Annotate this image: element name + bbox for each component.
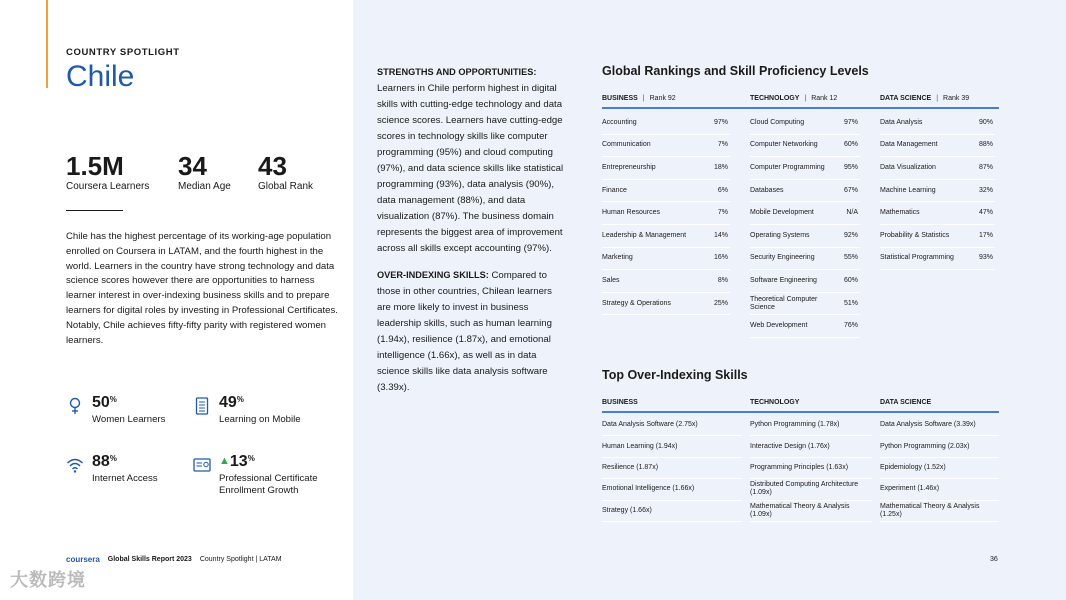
top-skill-row — [880, 436, 999, 457]
top-skill-name: Strategy (1.66x) — [602, 506, 652, 514]
mobile-icon — [193, 397, 211, 415]
top-skill-name: Experiment (1.46x) — [880, 485, 940, 493]
column-rank: Rank 39 — [943, 95, 970, 102]
top-skills-header — [602, 399, 999, 413]
top-skill-name: Emotional Intelligence (1.66x) — [602, 485, 695, 493]
top-skill-name: Data Analysis Software (2.75x) — [602, 421, 698, 429]
ranking-row — [880, 202, 995, 225]
skill-percent: 87% — [978, 163, 993, 171]
section-kicker: COUNTRY SPOTLIGHT — [66, 47, 180, 58]
overindexing-heading: OVER-INDEXING SKILLS: — [377, 270, 489, 280]
stat-label: Coursera Learners — [66, 181, 150, 192]
skill-percent: N/A — [846, 209, 858, 217]
wifi-icon — [66, 456, 84, 474]
narrative-column — [377, 64, 567, 406]
skill-percent: 18% — [713, 163, 728, 171]
divider — [66, 210, 123, 211]
ranking-row — [602, 270, 730, 293]
watermark: 大数跨境 — [10, 570, 86, 590]
top-skill-name: Human Learning (1.94x) — [602, 442, 678, 450]
ranking-row — [880, 225, 995, 248]
skill-percent: 25% — [713, 299, 728, 307]
skill-percent: 17% — [978, 231, 993, 239]
skill-percent: 92% — [843, 231, 858, 239]
accent-bar — [46, 0, 48, 88]
ranking-row — [750, 270, 860, 293]
skill-name: Entrepreneurship — [602, 163, 656, 171]
top-skill-name: Data Analysis Software (3.39x) — [880, 421, 976, 429]
skill-name: Databases — [750, 186, 784, 194]
top-skill-name: Python Programming (2.03x) — [880, 442, 970, 450]
column-header: TECHNOLOGY — [750, 95, 800, 102]
top-skill-row — [602, 501, 742, 522]
skill-name: Accounting — [602, 118, 637, 126]
mini-stat-label: Internet Access — [92, 473, 158, 484]
ranking-row — [750, 248, 860, 271]
overindexing-block — [377, 267, 567, 396]
top-skill-name: Interactive Design (1.76x) — [750, 442, 830, 450]
ranking-row — [602, 180, 730, 203]
column-header: DATA SCIENCE — [880, 95, 932, 102]
skill-percent: 7% — [717, 141, 728, 149]
skill-name: Data Analysis — [880, 118, 923, 126]
skill-name: Mathematics — [880, 209, 920, 217]
top-skill-name: Mathematical Theory & Analysis (1.09x) — [750, 502, 850, 518]
ranking-row — [880, 248, 995, 271]
mini-stat-value: 49 — [219, 394, 237, 411]
skill-name: Statistical Programming — [880, 254, 954, 262]
women-icon — [66, 397, 84, 415]
skill-name: Marketing — [602, 254, 633, 262]
skill-percent: 90% — [978, 118, 993, 126]
skill-name: Data Visualization — [880, 163, 936, 171]
mini-stat-unit: % — [236, 395, 244, 404]
skill-percent: 76% — [843, 322, 858, 330]
skill-name: Machine Learning — [880, 186, 936, 194]
stat-label: Global Rank — [258, 181, 314, 192]
mini-stat-label-line2: Enrollment Growth — [219, 485, 299, 496]
strengths-heading: STRENGTHS AND OPPORTUNITIES: — [377, 67, 537, 77]
column-header: TECHNOLOGY — [750, 399, 800, 406]
skill-name: Communication — [602, 141, 651, 149]
mini-stat-label: Professional Certificate — [219, 473, 318, 484]
top-skill-row — [602, 415, 742, 436]
arrow-up-icon: ▲ — [219, 455, 230, 467]
skill-percent: 16% — [713, 254, 728, 262]
column-rank: Rank 12 — [811, 95, 838, 102]
rankings-header: BUSINESS | Rank 92 TECHNOLOGY | Rank 12 DATA SCIENCE | Rank 39 — [602, 95, 999, 109]
column-header: BUSINESS — [602, 399, 638, 406]
stat-value: 1.5M — [66, 151, 124, 181]
skill-name: Computer Programming — [750, 163, 825, 171]
mini-stat-unit: % — [109, 454, 117, 463]
stat-value: 34 — [178, 151, 207, 181]
ranking-row — [602, 225, 730, 248]
ranking-row — [750, 225, 860, 248]
skill-percent: 60% — [843, 141, 858, 149]
skill-percent: 93% — [978, 254, 993, 262]
top-skill-name: Resilience (1.87x) — [602, 463, 659, 471]
skill-percent: 95% — [843, 163, 858, 171]
skill-percent: 97% — [843, 118, 858, 126]
column-header: BUSINESS — [602, 95, 638, 102]
mini-stat-value: 13 — [229, 453, 248, 470]
stat-learners — [66, 152, 149, 192]
skill-name: Software Engineering — [750, 276, 817, 284]
ranking-row — [750, 202, 860, 225]
intro-paragraph: Chile has the highest percentage of its working-age population enrolled on Coursera in LATAM, and the fourth highest in the world. Learners in the country have strong technology and data science scores however there are opportunities to harness learner interest in over-indexing business skills and to prepare learners for digital roles by investing in Professional Certificates. Notably, Chile achieves fifty-fifty parity with registered women learners. — [66, 231, 338, 346]
top-skill-row — [750, 501, 872, 522]
skill-name: Probability & Statistics — [880, 231, 950, 239]
page-number: 36 — [990, 556, 998, 563]
certificate-icon — [193, 456, 211, 474]
ranking-row — [602, 135, 730, 158]
mini-stat-label: Learning on Mobile — [219, 414, 301, 425]
skill-name: Computer Networking — [750, 141, 818, 149]
top-skill-row — [602, 479, 742, 500]
top-skill-row — [880, 501, 999, 522]
skill-percent: 32% — [978, 186, 993, 194]
ranking-row — [750, 293, 860, 316]
ranking-row — [602, 248, 730, 271]
skill-name: Data Management — [880, 141, 938, 149]
skill-percent: 8% — [717, 276, 728, 284]
top-skill-name: Distributed Computing Architecture (1.09x) — [750, 481, 859, 497]
skill-name: Theoretical Computer Science — [750, 295, 818, 311]
skill-percent: 97% — [713, 118, 728, 126]
mini-stat-unit: % — [109, 395, 117, 404]
strengths-block — [377, 64, 567, 257]
skill-name: Cloud Computing — [750, 118, 805, 126]
ranking-row — [750, 135, 860, 158]
ranking-row — [602, 293, 730, 316]
mini-stat-value: 88 — [92, 453, 110, 470]
ranking-row — [602, 112, 730, 135]
skill-name: Web Development — [750, 322, 808, 330]
ranking-row — [880, 135, 995, 158]
skill-name: Operating Systems — [750, 231, 810, 239]
rankings-title: Global Rankings and Skill Proficiency Levels — [602, 64, 869, 78]
top-skill-row — [750, 436, 872, 457]
ranking-row — [880, 112, 995, 135]
mini-stat-unit: % — [247, 454, 255, 463]
mini-stat-value: 50 — [92, 394, 110, 411]
ranking-row — [880, 180, 995, 203]
skill-percent: 6% — [717, 186, 728, 194]
skill-name: Human Resources — [602, 209, 660, 217]
column-header: DATA SCIENCE — [880, 399, 932, 406]
skill-name: Finance — [602, 186, 627, 194]
ranking-row — [750, 180, 860, 203]
skill-percent: 7% — [717, 209, 728, 217]
skill-percent: 67% — [843, 186, 858, 194]
top-skill-name: Mathematical Theory & Analysis (1.25x) — [880, 502, 980, 518]
country-title: Chile — [66, 60, 135, 93]
top-skill-row — [750, 479, 872, 500]
overindexing-body: Compared to those in other countries, Chilean learners are more likely to invest in business leadership skills, such as human learning (1.94x), resilience (1.87x), and emotional intelligence (1.66x), as well as in data science skills like data analysis software (3.39x). — [377, 270, 552, 393]
top-skill-row — [750, 458, 872, 479]
top-skill-row — [602, 458, 742, 479]
top-skill-name: Epidemiology (1.52x) — [880, 463, 946, 471]
stat-global-rank — [258, 152, 313, 192]
stat-median-age — [178, 152, 231, 192]
strengths-body: Learners in Chile perform highest in digital skills with cutting-edge technology and data science scores. Learners have cutting-edge scores in technology skills like computer programming (95%) and cloud computing (97%), and data science skills like statistical programming (93%), data analysis (90%), data management (88%), and data visualization (87%). The business domain represents the biggest area of improvement across all skills except accounting (97%). — [377, 83, 564, 254]
skill-name: Leadership & Management — [602, 231, 687, 239]
stat-value: 43 — [258, 151, 287, 181]
skill-name: Mobile Development — [750, 209, 814, 217]
skill-percent: 88% — [978, 141, 993, 149]
ranking-row — [750, 315, 860, 338]
top-skill-row — [880, 479, 999, 500]
coursera-logo: coursera — [66, 555, 100, 564]
report-title: Global Skills Report 2023 — [107, 556, 192, 563]
skill-percent: 47% — [978, 209, 993, 217]
ranking-row — [602, 202, 730, 225]
ranking-row — [880, 157, 995, 180]
footer-section: Country Spotlight | LATAM — [199, 556, 282, 563]
ranking-row — [602, 157, 730, 180]
top-skills-title: Top Over-Indexing Skills — [602, 368, 748, 382]
skill-percent: 55% — [843, 254, 858, 262]
footer — [66, 555, 282, 564]
top-skill-name: Python Programming (1.78x) — [750, 421, 840, 429]
skill-percent: 51% — [843, 299, 858, 307]
skill-name: Strategy & Operations — [602, 299, 671, 307]
skill-name: Sales — [602, 276, 620, 284]
top-skill-name: Programming Principles (1.63x) — [750, 463, 849, 471]
top-skill-row — [750, 415, 872, 436]
top-skill-row — [880, 458, 999, 479]
top-skill-row — [602, 436, 742, 457]
skill-name: Security Engineering — [750, 254, 815, 262]
column-rank: Rank 92 — [649, 95, 676, 102]
ranking-row — [750, 157, 860, 180]
skill-percent: 14% — [713, 231, 728, 239]
skill-percent: 60% — [843, 276, 858, 284]
top-skill-row — [880, 415, 999, 436]
mini-stat-label: Women Learners — [92, 414, 166, 425]
ranking-row — [750, 112, 860, 135]
stat-label: Median Age — [178, 181, 231, 192]
